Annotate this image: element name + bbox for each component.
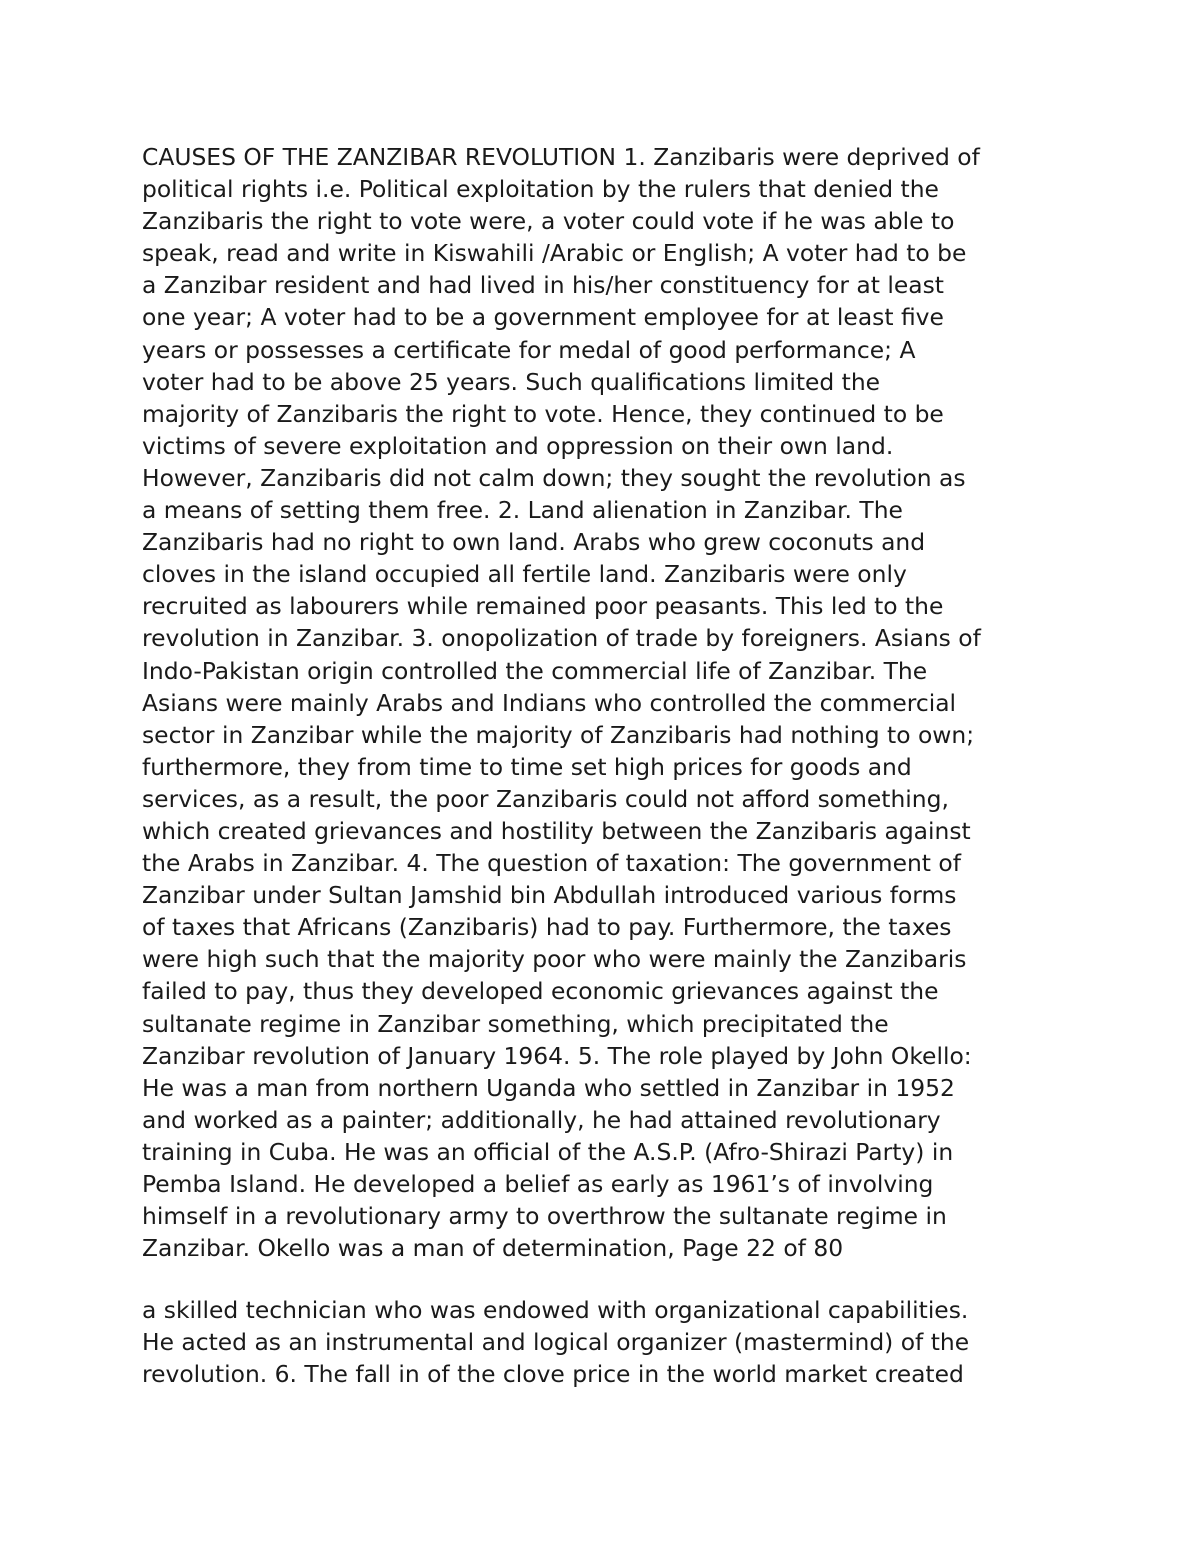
text-line: majority of Zanzibaris the right to vote. Hence, they continued to be	[142, 399, 944, 428]
text-line: services, as a result, the poor Zanzibaris could not afford something,	[142, 784, 949, 813]
text-line: a skilled technician who was endowed with organizational capabilities.	[142, 1296, 969, 1324]
text-line: Asians were mainly Arabs and Indians who controlled the commercial	[142, 688, 957, 717]
text-line: Pemba Island. He developed a belief as early as 1961’s of involving	[142, 1170, 934, 1198]
text-line: political rights i.e. Political exploitation by the rulers that denied the	[142, 175, 939, 204]
text-line: years or possesses a certificate for medal of good performance; A	[142, 335, 916, 364]
text-line: voter had to be above 25 years. Such qualifications limited the	[142, 367, 881, 396]
text-line: and worked as a painter; additionally, he had attained revolutionary	[142, 1105, 941, 1134]
text-line: sultanate regime in Zanzibar something, which precipitated the	[142, 1009, 889, 1038]
text-line: Zanzibar under Sultan Jamshid bin Abdullah introduced various forms	[142, 881, 957, 910]
text-line: one year; A voter had to be a government employee for at least five	[142, 303, 944, 332]
text-line: were high such that the majority poor who were mainly the Zanzibaris	[142, 945, 967, 974]
text-line: which created grievances and hostility between the Zanzibaris against	[142, 816, 971, 845]
text-line: Indo-Pakistan origin controlled the commercial life of Zanzibar. The	[142, 656, 928, 685]
text-line: sector in Zanzibar while the majority of Zanzibaris had nothing to own;	[142, 720, 975, 749]
text-line: He was a man from northern Uganda who settled in Zanzibar in 1952	[142, 1073, 955, 1102]
text-line: Zanzibaris had no right to own land. Arabs who grew coconuts and	[142, 528, 926, 557]
text-line: speak, read and write in Kiswahili /Arabic or English; A voter had to be	[142, 239, 967, 268]
text-line: Zanzibaris the right to vote were, a voter could vote if he was able to	[142, 207, 955, 236]
text-line: Zanzibar revolution of January 1964. 5. The role played by John Okello:	[142, 1041, 972, 1070]
text-line: revolution. 6. The fall in of the clove price in the world market created	[142, 1360, 964, 1389]
text-line: furthermore, they from time to time set high prices for goods and	[142, 752, 912, 781]
text-line: the Arabs in Zanzibar. 4. The question of taxation: The government of	[142, 849, 961, 878]
text-line: a Zanzibar resident and had lived in his/her constituency for at least	[142, 271, 944, 300]
text-line: Zanzibar. Okello was a man of determination, Page 22 of 80	[142, 1234, 844, 1263]
text-line: a means of setting them free. 2. Land alienation in Zanzibar. The	[142, 496, 903, 525]
text-line: revolution in Zanzibar. 3. onopolization of trade by foreigners. Asians of	[142, 624, 981, 653]
paragraph-1	[142, 141, 1082, 1264]
paragraph-2	[142, 1294, 1082, 1390]
text-line: training in Cuba. He was an official of the A.S.P. (Afro-Shirazi Party) in	[142, 1137, 954, 1166]
text-line: He acted as an instrumental and logical organizer (mastermind) of the	[142, 1328, 970, 1357]
text-line: victims of severe exploitation and oppression on their own land.	[142, 431, 894, 460]
text-line: cloves in the island occupied all fertile land. Zanzibaris were only	[142, 560, 907, 589]
text-line: of taxes that Africans (Zanzibaris) had to pay. Furthermore, the taxes	[142, 913, 952, 942]
text-line: himself in a revolutionary army to overthrow the sultanate regime in	[142, 1202, 947, 1231]
text-line: However, Zanzibaris did not calm down; they sought the revolution as	[142, 463, 966, 492]
text-line: failed to pay, thus they developed economic grievances against the	[142, 977, 939, 1006]
text-line: CAUSES OF THE ZANZIBAR REVOLUTION 1. Zanzibaris were deprived of	[142, 143, 980, 171]
text-line: recruited as labourers while remained poor peasants. This led to the	[142, 592, 944, 621]
